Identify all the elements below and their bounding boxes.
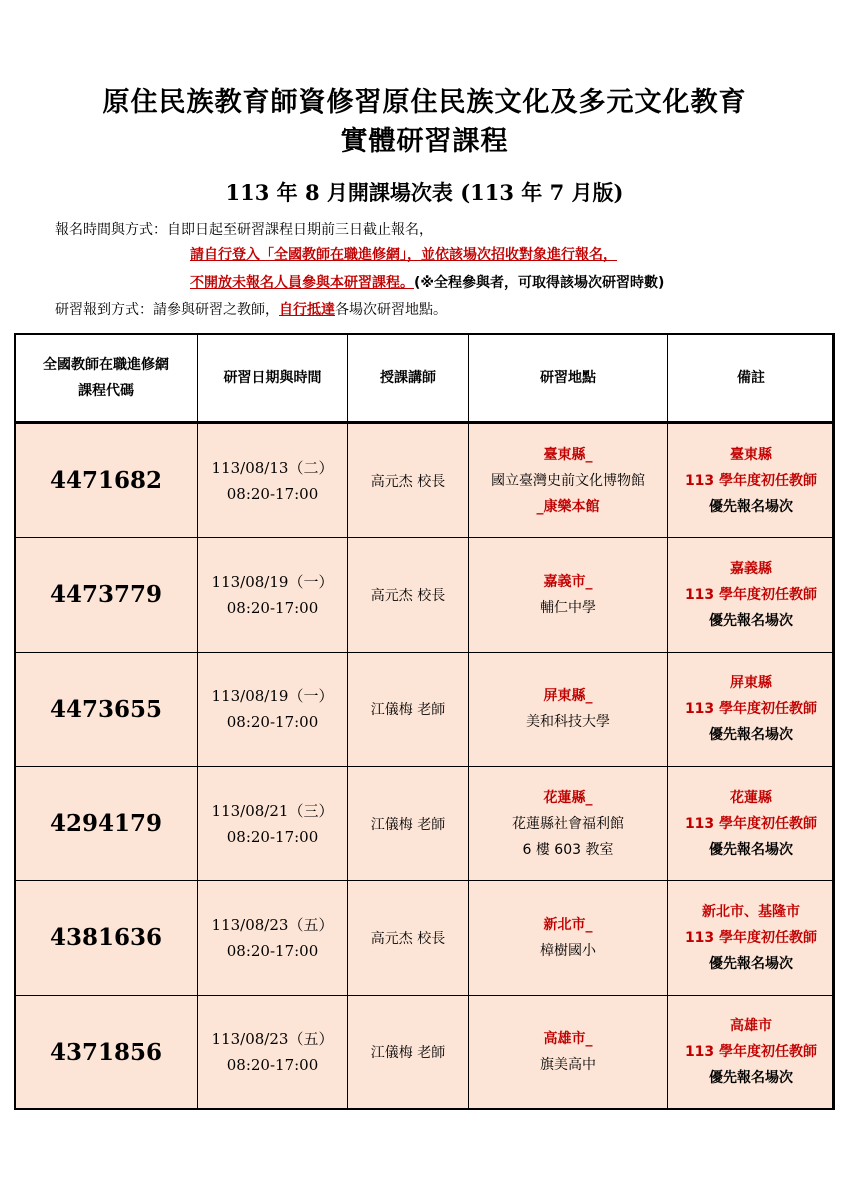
checkin-info-pre: 研習報到方式：請參與研習之教師， bbox=[55, 302, 279, 318]
remark bbox=[668, 766, 835, 880]
header-note: 備註 bbox=[668, 334, 835, 423]
table-row bbox=[15, 538, 835, 652]
remark-priority: 優先報名場次 bbox=[709, 841, 793, 858]
remark-priority: 優先報名場次 bbox=[709, 1070, 793, 1087]
attendance-rule-note: (※全程參與者，可取得該場次研習時數) bbox=[414, 275, 665, 291]
remark-region: 花蓮縣 bbox=[730, 789, 772, 806]
session-date: 113/08/19（一） bbox=[211, 687, 334, 706]
location-city: 新北市_ bbox=[543, 916, 593, 933]
remark-target: 113 學年度初任教師 bbox=[684, 815, 818, 832]
location-venue: 國立臺灣史前文化博物館 bbox=[491, 472, 645, 489]
document-title-line2: 實體研習課程 bbox=[340, 126, 509, 157]
session-datetime bbox=[198, 538, 348, 652]
header-lecturer: 授課講師 bbox=[348, 334, 469, 423]
course-code: 4371856 bbox=[15, 995, 198, 1109]
remark-target: 113 學年度初任教師 bbox=[684, 1044, 818, 1061]
header-course-code-l2: 課程代碼 bbox=[78, 382, 134, 399]
session-date: 113/08/23（五） bbox=[211, 915, 334, 934]
course-code: 4473655 bbox=[15, 652, 198, 766]
location-city: 花蓮縣_ bbox=[543, 789, 593, 806]
remark-target: 113 學年度初任教師 bbox=[684, 586, 818, 603]
location-city: 臺東縣_ bbox=[543, 446, 593, 463]
course-code: 4294179 bbox=[15, 766, 198, 880]
checkin-info-emphasis: 自行抵達 bbox=[279, 302, 335, 318]
session-time: 08:20-17:00 bbox=[226, 713, 319, 732]
remark-target: 113 學年度初任教師 bbox=[684, 929, 818, 946]
remark-region: 高雄市 bbox=[730, 1018, 772, 1035]
location bbox=[469, 652, 668, 766]
session-time: 08:20-17:00 bbox=[226, 598, 319, 617]
remark-priority: 優先報名場次 bbox=[709, 612, 793, 629]
remark-region: 屏東縣 bbox=[730, 675, 772, 692]
session-date: 113/08/13（二） bbox=[211, 458, 334, 477]
session-time: 08:20-17:00 bbox=[226, 941, 319, 960]
lecturer: 高元杰 校長 bbox=[348, 423, 469, 538]
session-datetime bbox=[198, 423, 348, 538]
location bbox=[469, 881, 668, 995]
header-location: 研習地點 bbox=[469, 334, 668, 423]
location-detail: _康樂本館 bbox=[536, 498, 600, 515]
lecturer: 江儀梅 老師 bbox=[348, 766, 469, 880]
registration-instruction bbox=[190, 244, 617, 264]
remark-region: 嘉義縣 bbox=[730, 560, 772, 577]
remark-target: 113 學年度初任教師 bbox=[684, 472, 818, 489]
session-datetime bbox=[198, 995, 348, 1109]
table-row bbox=[15, 423, 835, 538]
course-code: 4471682 bbox=[15, 423, 198, 538]
lecturer: 江儀梅 老師 bbox=[348, 995, 469, 1109]
table-row bbox=[15, 766, 835, 880]
table-row bbox=[15, 652, 835, 766]
location-detail: 6 樓 603 教室 bbox=[522, 841, 614, 858]
session-datetime bbox=[198, 766, 348, 880]
remark bbox=[668, 423, 835, 538]
lecturer: 高元杰 校長 bbox=[348, 881, 469, 995]
table-row bbox=[15, 881, 835, 995]
remark bbox=[668, 995, 835, 1109]
session-date: 113/08/19（一） bbox=[211, 572, 334, 591]
location-venue: 樟樹國小 bbox=[540, 942, 596, 959]
location bbox=[469, 423, 668, 538]
checkin-info-post: 各場次研習地點。 bbox=[335, 302, 447, 318]
remark bbox=[668, 881, 835, 995]
location-city: 嘉義市_ bbox=[543, 573, 593, 590]
lecturer: 高元杰 校長 bbox=[348, 538, 469, 652]
session-time: 08:20-17:00 bbox=[226, 827, 319, 846]
location-city: 高雄市_ bbox=[543, 1031, 593, 1048]
remark bbox=[668, 538, 835, 652]
session-date: 113/08/23（五） bbox=[211, 1030, 334, 1049]
remark bbox=[668, 652, 835, 766]
location bbox=[469, 995, 668, 1109]
lecturer: 江儀梅 老師 bbox=[348, 652, 469, 766]
registration-instruction-text: 請自行登入「全國教師在職進修網」，並依該場次招收對象進行報名， bbox=[190, 247, 617, 263]
session-date: 113/08/21（三） bbox=[211, 801, 334, 820]
course-code: 4473779 bbox=[15, 538, 198, 652]
schedule-table bbox=[14, 333, 835, 1110]
location-venue: 美和科技大學 bbox=[526, 714, 610, 731]
attendance-rule bbox=[190, 272, 664, 292]
remark-target: 113 學年度初任教師 bbox=[684, 701, 818, 718]
remark-region: 新北市、基隆市 bbox=[702, 903, 800, 920]
session-time: 08:20-17:00 bbox=[226, 1056, 319, 1075]
schedule-subtitle: 113 年 8 月開課場次表 (113 年 7 月版) bbox=[225, 180, 624, 205]
location-venue: 花蓮縣社會福利館 bbox=[512, 815, 624, 832]
remark-priority: 優先報名場次 bbox=[709, 727, 793, 744]
header-course-code bbox=[15, 334, 198, 423]
table-row bbox=[15, 995, 835, 1109]
session-datetime bbox=[198, 652, 348, 766]
location-city: 屏東縣_ bbox=[543, 688, 593, 705]
header-date: 研習日期與時間 bbox=[198, 334, 348, 423]
remark-priority: 優先報名場次 bbox=[709, 955, 793, 972]
header-course-code-l1: 全國教師在職進修網 bbox=[43, 356, 169, 373]
attendance-rule-text: 不開放未報名人員參與本研習課程。 bbox=[190, 275, 414, 291]
document-title-line1: 原住民族教育師資修習原住民族文化及多元文化教育 bbox=[102, 87, 747, 118]
session-time: 08:20-17:00 bbox=[226, 484, 319, 503]
location-venue: 旗美高中 bbox=[540, 1057, 596, 1074]
location bbox=[469, 766, 668, 880]
checkin-info bbox=[55, 299, 447, 319]
location-venue: 輔仁中學 bbox=[540, 599, 596, 616]
location bbox=[469, 538, 668, 652]
table-header-row bbox=[15, 334, 835, 423]
remark-region: 臺東縣 bbox=[730, 446, 772, 463]
registration-info: 報名時間與方式：自即日起至研習課程日期前三日截止報名， bbox=[55, 222, 433, 238]
remark-priority: 優先報名場次 bbox=[709, 498, 793, 515]
course-code: 4381636 bbox=[15, 881, 198, 995]
session-datetime bbox=[198, 881, 348, 995]
